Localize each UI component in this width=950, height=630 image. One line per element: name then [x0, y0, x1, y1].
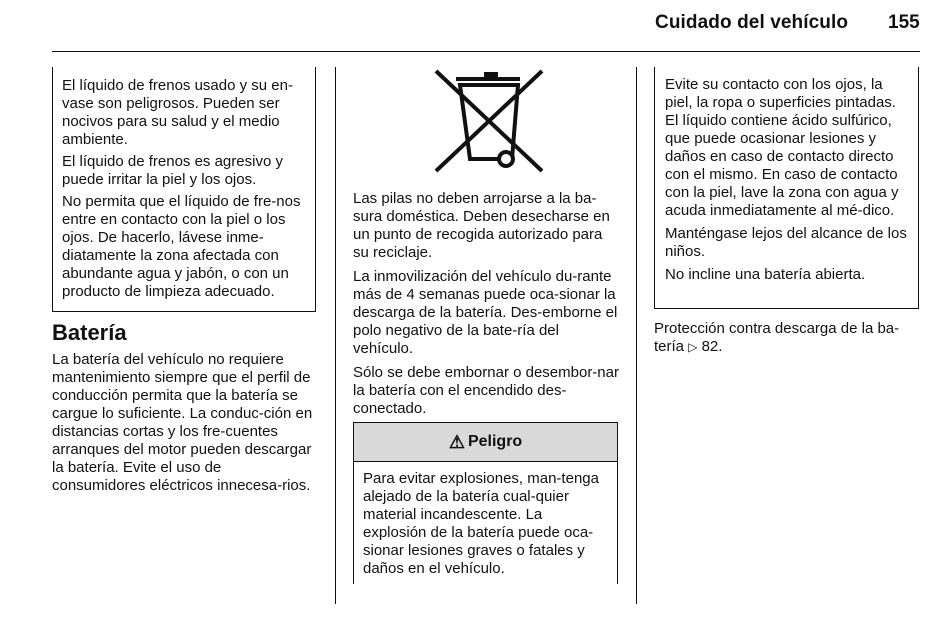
warning-paragraph: No incline una batería abierta. — [665, 266, 866, 283]
page-number: 155 — [888, 12, 920, 33]
cross-reference — [654, 320, 920, 356]
brake-fluid-warning-box — [52, 67, 316, 312]
warning-paragraph: El líquido de frenos es agresivo y puede irritar la piel y los ojos. — [62, 153, 283, 188]
acid-warning-box — [654, 67, 919, 309]
header-title: Cuidado del vehículo — [655, 12, 849, 33]
header-divider — [52, 51, 920, 52]
danger-body — [354, 462, 617, 578]
arrow-right-outline-icon: ▷ — [688, 340, 698, 354]
warning-triangle-icon: ⚠ — [448, 431, 465, 452]
reference-text: Protección contra descarga de la ba-tería — [654, 320, 900, 355]
body-paragraph: Sólo se debe embornar o desembor-nar la batería con el encendido des-conectado. — [353, 364, 619, 417]
body-paragraph: Las pilas no deben arrojarse a la ba-sura doméstica. Deben desecharse en un punto de recogida autorizado para su reciclaje. — [353, 190, 610, 261]
battery-paragraph: La batería del vehículo no requiere mantenimiento siempre que el perfil de conducción permita que la batería se cargue lo suficiente. La conduc-ción en distancias cortas y los fre-cuentes arranques del motor pueden descargar la batería. Evite el uso de consumidores eléctricos innecesa-rios. — [52, 351, 313, 494]
column-divider — [636, 67, 637, 604]
column-divider — [335, 67, 336, 604]
body-paragraph: La inmovilización del vehículo du-rante más de 4 semanas puede oca-sionar la descarga de la batería. Des-emborne el polo negativo de la bate-ría del vehículo. — [353, 268, 618, 357]
crossed-out-wheelie-bin-icon — [430, 67, 548, 175]
danger-label: Peligro — [467, 433, 523, 450]
reference-page-link[interactable]: 82. — [701, 338, 723, 355]
warning-paragraph: Evite su contacto con los ojos, la piel, la ropa o superficies pintadas. El líquido contiene ácido sulfúrico, que puede ocasionar lesiones y daños en caso de contacto directo con el mismo. En caso de contacto con la piel, lave la zona con agua y acuda inmediatamente al mé-dico. — [665, 76, 899, 219]
danger-header — [354, 423, 617, 462]
section-title: Batería — [52, 320, 127, 345]
danger-text: Para evitar explosiones, man-tenga alejado de la batería cual-quier material incandescente. La explosión de la batería puede oca-sionar lesiones graves o fatales y daños en el vehículo. — [363, 470, 599, 577]
warning-paragraph: No permita que el líquido de fre-nos entre en contacto con la piel o los ojos. De hacerlo, lávese inme-diatamente la zona afectada con abundante agua y jabón, o con un producto de limpieza adecuado. — [62, 193, 301, 300]
warning-paragraph: Manténgase lejos del alcance de los niños. — [665, 225, 907, 260]
battery-disposal-text — [353, 190, 619, 424]
warning-paragraph: El líquido de frenos usado y su en-vase son peligrosos. Pueden ser nocivos para su salud y el medio ambiente. — [62, 77, 293, 148]
danger-box — [353, 422, 618, 584]
